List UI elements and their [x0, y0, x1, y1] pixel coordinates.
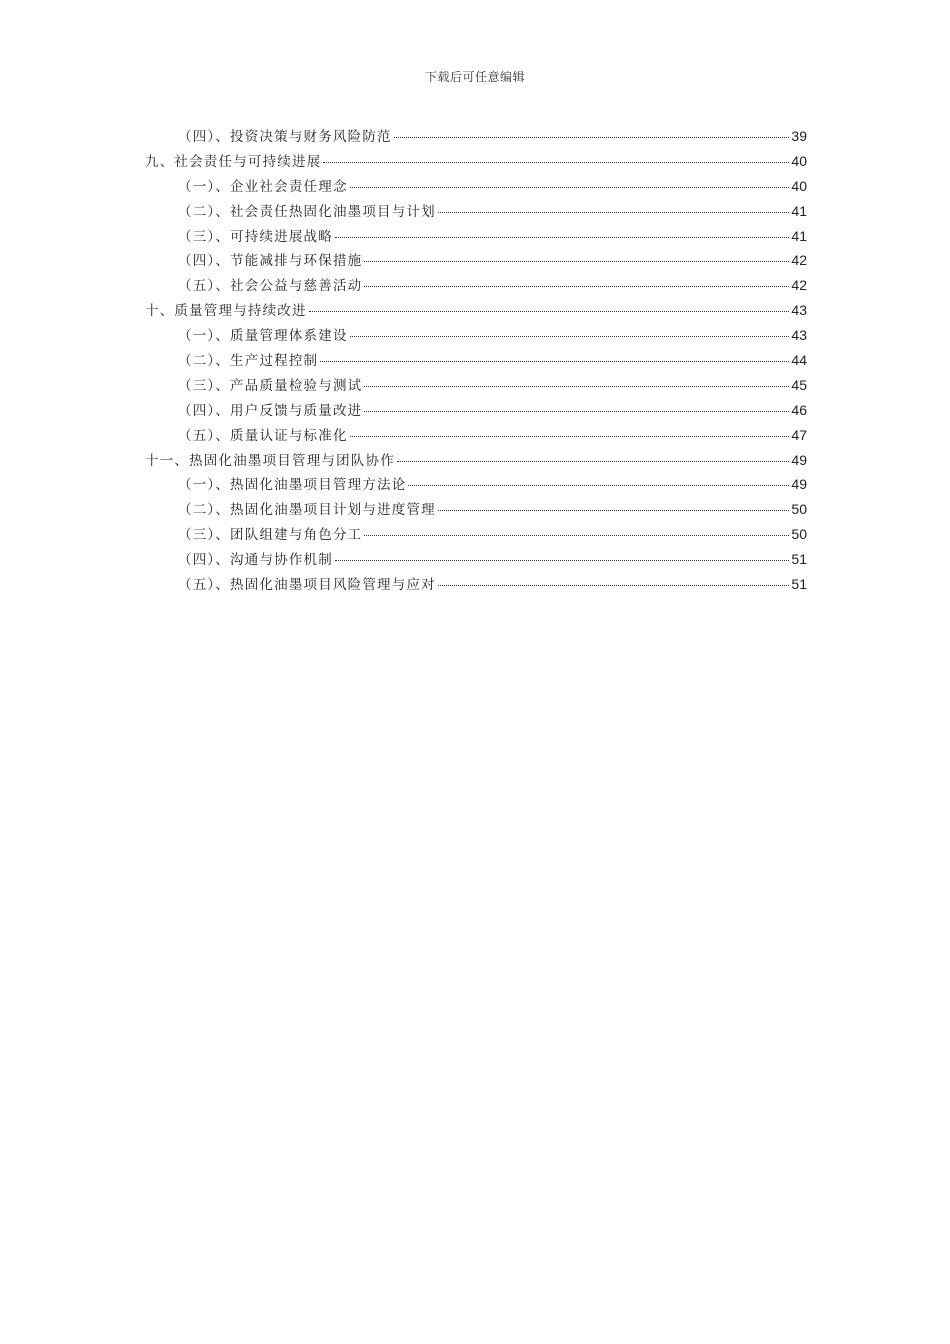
toc-entry-label: （四）、用户反馈与质量改进	[178, 402, 363, 419]
toc-entry-label: （三）、可持续进展战略	[178, 228, 333, 245]
toc-dot-leader	[438, 212, 790, 213]
toc-dot-leader	[323, 162, 789, 163]
toc-section-entry[interactable]	[145, 349, 807, 374]
toc-entry-label: （一）、质量管理体系建设	[178, 328, 348, 345]
toc-section-entry[interactable]	[145, 473, 807, 498]
toc-page-number: 41	[791, 227, 807, 244]
toc-section-entry[interactable]	[145, 175, 807, 200]
toc-entry-label: （五）、热固化油墨项目风险管理与应对	[178, 577, 436, 594]
toc-page-number: 50	[791, 526, 807, 543]
toc-section-entry[interactable]	[145, 225, 807, 250]
toc-entry-label: （二）、热固化油墨项目计划与进度管理	[178, 502, 436, 519]
toc-page-number: 47	[791, 426, 807, 443]
toc-entry-label: （四）、投资决策与财务风险防范	[178, 129, 392, 145]
toc-section-entry[interactable]	[145, 498, 807, 523]
toc-entry-label: （一）、企业社会责任理念	[178, 178, 348, 195]
toc-chapter-entry[interactable]	[145, 150, 807, 175]
toc-dot-leader	[350, 336, 790, 337]
toc-page-number: 49	[791, 476, 807, 493]
toc-dot-leader	[364, 261, 789, 262]
toc-dot-leader	[364, 535, 789, 536]
toc-page-number: 41	[791, 202, 807, 219]
toc-page-number: 42	[791, 252, 807, 269]
toc-dot-leader	[350, 187, 790, 188]
toc-section-entry[interactable]	[145, 399, 807, 424]
toc-page-number: 40	[791, 152, 807, 169]
toc-page-number: 49	[791, 451, 807, 468]
toc-page-number: 39	[791, 128, 807, 144]
toc-dot-leader	[350, 436, 790, 437]
toc-dot-leader	[438, 585, 790, 586]
toc-page-number: 50	[791, 501, 807, 518]
toc-page-number: 51	[791, 551, 807, 568]
toc-dot-leader	[364, 386, 789, 387]
toc-entry-label: 十、质量管理与持续改进	[145, 303, 307, 320]
toc-entry-label: （三）、团队组建与角色分工	[178, 527, 363, 544]
page-header: 下载后可任意编辑	[424, 70, 525, 84]
toc-dot-leader	[364, 411, 789, 412]
toc-page-number: 46	[791, 401, 807, 418]
toc-page-number: 51	[791, 576, 807, 593]
toc-entry-label: （四）、节能减排与环保措施	[178, 253, 363, 270]
toc-entry-label: 九、社会责任与可持续进展	[145, 153, 322, 170]
toc-section-entry[interactable]	[145, 523, 807, 548]
table-of-contents	[145, 125, 807, 598]
toc-section-entry[interactable]	[145, 573, 807, 598]
toc-chapter-entry[interactable]	[145, 449, 807, 474]
toc-entry-label: （二）、社会责任热固化油墨项目与计划	[178, 203, 436, 220]
toc-section-entry[interactable]	[145, 324, 807, 349]
toc-dot-leader	[364, 286, 789, 287]
toc-entry-label: （一）、热固化油墨项目管理方法论	[178, 477, 407, 494]
toc-dot-leader	[320, 361, 789, 362]
toc-chapter-entry[interactable]	[145, 299, 807, 324]
toc-section-entry[interactable]	[145, 548, 807, 573]
toc-entry-label: （四）、沟通与协作机制	[178, 552, 333, 569]
toc-page-number: 43	[791, 302, 807, 319]
toc-entry-label: （五）、社会公益与慈善活动	[178, 278, 363, 295]
toc-section-entry[interactable]	[145, 125, 807, 150]
toc-dot-leader	[335, 237, 789, 238]
toc-dot-leader	[438, 510, 790, 511]
toc-section-entry[interactable]	[145, 274, 807, 299]
toc-dot-leader	[335, 560, 789, 561]
toc-page-number: 43	[791, 327, 807, 344]
toc-page-number: 45	[791, 376, 807, 393]
toc-dot-leader	[309, 311, 790, 312]
toc-entry-label: 十一、热固化油墨项目管理与团队协作	[145, 452, 395, 469]
toc-entry-label: （二）、生产过程控制	[178, 353, 319, 370]
toc-section-entry[interactable]	[145, 424, 807, 449]
toc-page-number: 40	[791, 177, 807, 194]
toc-entry-label: （三）、产品质量检验与测试	[178, 377, 363, 394]
toc-section-entry[interactable]	[145, 249, 807, 274]
toc-entry-label: （五）、质量认证与标准化	[178, 427, 348, 444]
toc-dot-leader	[397, 461, 790, 462]
toc-page-number: 42	[791, 277, 807, 294]
toc-page-number: 44	[791, 352, 807, 369]
toc-dot-leader	[408, 485, 789, 486]
toc-section-entry[interactable]	[145, 200, 807, 225]
toc-dot-leader	[394, 137, 790, 138]
toc-section-entry[interactable]	[145, 374, 807, 399]
